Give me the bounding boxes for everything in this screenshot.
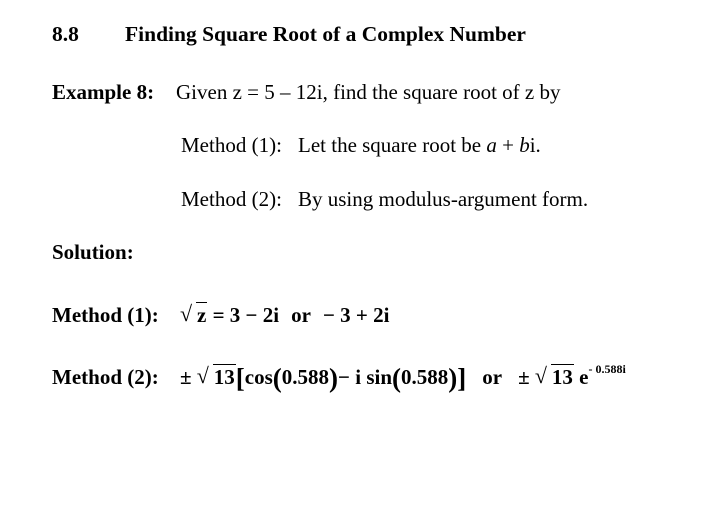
answer-2-or: or	[482, 365, 503, 389]
radicand-13: 13	[213, 365, 235, 389]
right-paren: )	[329, 363, 339, 393]
radical-sign-icon: √	[534, 363, 547, 388]
method-2-label: Method (2):	[181, 187, 282, 211]
answer-2-pm2: ±	[518, 365, 530, 389]
section-heading	[52, 22, 526, 47]
sqrt-13-second	[535, 365, 574, 390]
answer-2-equation	[180, 362, 626, 392]
minus-isin: − i sin	[338, 365, 393, 389]
method-1-line	[181, 133, 541, 158]
sqrt-13	[197, 365, 236, 390]
section-title: Finding Square Root of a Complex Number	[125, 22, 526, 46]
radicand-z: z	[197, 303, 207, 327]
answer-1-alt: − 3 + 2i	[322, 303, 390, 327]
method-1-label: Method (1):	[181, 133, 282, 157]
method-1-var-a: a	[486, 133, 497, 157]
euler-e: e	[579, 365, 589, 389]
answer-2-label: Method (2):	[52, 365, 159, 389]
method-1-var-b: b	[519, 133, 530, 157]
answer-1-equation	[180, 303, 389, 328]
answer-1-rhs: = 3 − 2i	[212, 303, 280, 327]
arg-1: 0.588	[281, 365, 330, 389]
radicand-13-second: 13	[551, 365, 573, 389]
example-statement	[52, 80, 561, 105]
method-1-text-before: Let the square root be	[298, 133, 487, 157]
example-label: Example 8:	[52, 80, 155, 104]
method-2-line	[181, 187, 588, 212]
arg-2: 0.588	[401, 365, 449, 389]
left-bracket: [	[235, 363, 245, 393]
solution-label: Solution:	[52, 240, 134, 264]
right-bracket: ]	[457, 363, 467, 393]
answer-2-pm: ±	[180, 365, 192, 389]
sqrt-z	[180, 303, 207, 328]
method-1-plus: +	[496, 133, 520, 157]
radical-sign-icon: √	[180, 301, 193, 326]
section-number: 8.8	[52, 22, 79, 46]
answer-1-or: or	[291, 303, 311, 327]
method-1-text-after: i.	[529, 133, 541, 157]
answer-method-2	[52, 362, 626, 392]
cos-label: cos	[244, 365, 273, 389]
right-paren-2: )	[448, 363, 458, 393]
exponent: - 0.588i	[588, 362, 626, 376]
answer-method-1	[52, 303, 389, 328]
answer-1-label: Method (1):	[52, 303, 159, 327]
radical-sign-icon: √	[196, 363, 209, 388]
example-text: Given z = 5 – 12i, find the square root of z by	[176, 80, 561, 104]
left-paren: (	[272, 363, 282, 393]
method-2-text: By using modulus-argument form.	[298, 187, 589, 211]
left-paren-2: (	[392, 363, 402, 393]
